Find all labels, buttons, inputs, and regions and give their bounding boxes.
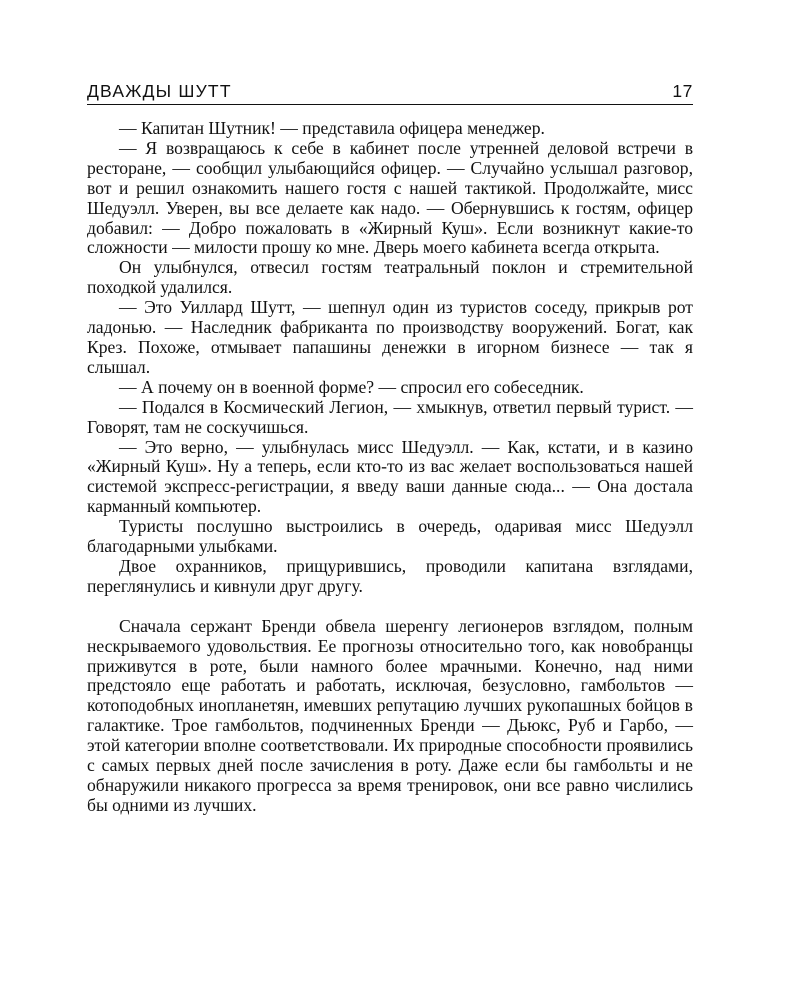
paragraph: Он улыбнулся, отвесил гостям театральный поклон и стремительной походкой удалился. — [87, 257, 693, 298]
paragraph: — Это Уиллард Шутт, — шепнул один из туристов соседу, прикрыв рот ладонью. — Наследник фабриканта по производству вооружений. Богат, как Крез. Похоже, отмывает папашины денежки в игорном бизнесе — так я слышал. — [87, 297, 693, 377]
book-page — [87, 78, 693, 816]
body-text — [87, 119, 693, 816]
paragraph: — Я возвращаюсь к себе в кабинет после утренней деловой встречи в ресторане, — сообщил улыбающийся офицер. — Случайно услышал разговор, вот и решил ознакомить нашего гостя с нашей тактикой. Продолжайте, мисс Шедуэлл. Уверен, вы все делаете как надо. — Обернувшись к гостям, офицер добавил: — Добро пожаловать в «Жирный Куш». Если возникнут какие-то сложности — милости прошу ко мне. Дверь моего кабинета всегда открыта. — [87, 137, 693, 258]
paragraph: — Подался в Космический Легион, — хмыкнув, ответил первый турист. — Говорят, там не соскучишься. — [87, 396, 693, 437]
paragraph: — А почему он в военной форме? — спросил его собеседник. — [119, 376, 584, 397]
page-number: 17 — [672, 81, 693, 101]
running-title: ДВАЖДЫ ШУТТ — [87, 81, 232, 101]
paragraph: — Капитан Шутник! — представила офицера менеджер. — [119, 118, 545, 138]
paragraph: Сначала сержант Бренди обвела шеренгу легионеров взглядом, полным нескрываемого удовольствия. Ее прогнозы относительно того, как новобранцы приживутся в роте, были намного более мрачными. Конечно, над ними предстояло еще работать и работать, исключая, безусловно, гамбольтов — котоподобных инопланетян, имевших репутацию лучших рукопашных бойцов в галактике. Трое гамбольтов, подчиненных Бренди — Дьюкс, Руб и Гарбо, — этой категории вполне соответствовали. Их природные способности проявились с самых первых дней после зачисления в роту. Даже если бы гамбольты и не обнаружили никакого прогресса за время тренировок, они все равно числились бы одними из лучших. — [87, 615, 693, 815]
paragraph: — Это верно, — улыбнулась мисс Шедуэлл. — Как, кстати, и в казино «Жирный Куш». Ну а теперь, если кто-то из вас желает воспользоваться нашей системой экспресс-регистрации, я введу ваши данные сюда... — Она достала карманный компьютер. — [87, 436, 693, 517]
running-header — [87, 78, 693, 105]
paragraph: Двое охранников, прищурившись, проводили капитана взглядами, переглянулись и кивнули друг другу. — [87, 555, 693, 596]
paragraph: Туристы послушно выстроились в очередь, одаривая мисс Шедуэлл благодарными улыбками. — [87, 516, 693, 557]
section-break — [87, 597, 693, 617]
